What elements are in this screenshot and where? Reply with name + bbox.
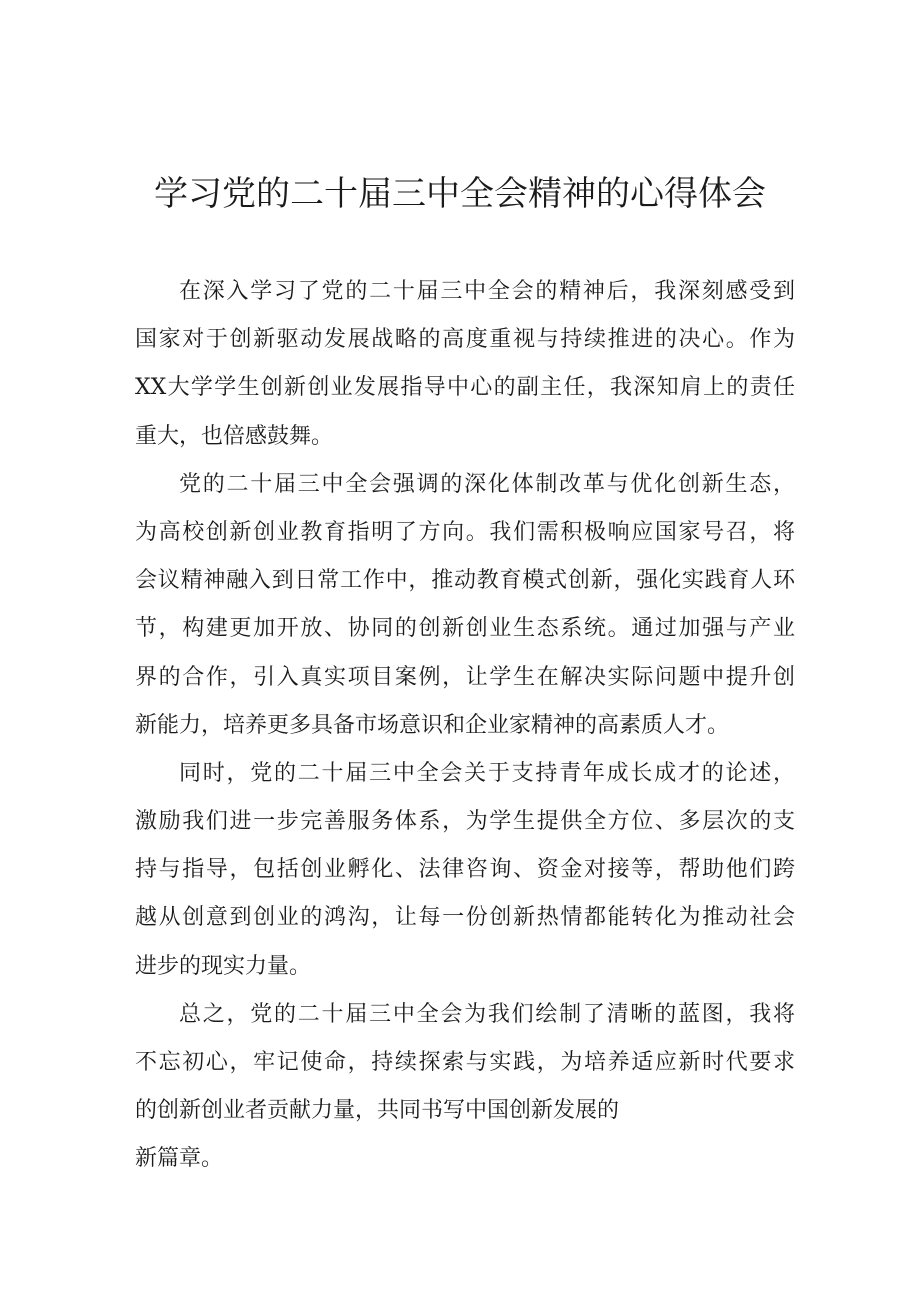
paragraph-line: 为高校创新创业教育指明了方向。我们需积极响应国家号召，将	[135, 519, 795, 545]
paragraph-line: 党的二十届三中全会强调的深化体制改革与优化创新生态，	[179, 471, 795, 497]
paragraph-line: 界的合作，引入真实项目案例，让学生在解决实际问题中提升创	[135, 664, 795, 690]
paragraph	[135, 268, 795, 461]
paragraph	[135, 750, 795, 991]
paragraph-line: 不忘初心，牢记使命，持续探索与实践，为培养适应新时代要求	[135, 1050, 795, 1075]
document-body	[135, 268, 795, 1184]
paragraph-line: 新篇章。	[135, 1146, 224, 1172]
paragraph-line: 的创新创业者贡献力量，共同书写中国创新发展的	[135, 1098, 620, 1124]
paragraph-line: 越从创意到创业的鸿沟，让每一份创新热情都能转化为推动社会	[135, 905, 795, 931]
paragraph-line: 持与指导，包括创业孵化、法律咨询、资金对接等，帮助他们跨	[135, 857, 795, 883]
paragraph	[135, 991, 795, 1184]
document-title: 学习党的二十届三中全会精神的心得体会	[154, 174, 766, 214]
paragraph-line: 同时，党的二十届三中全会关于支持青年成长成才的论述，	[179, 760, 795, 786]
paragraph-line: 重大，也倍感鼓舞。	[135, 423, 334, 449]
paragraph-line: 激励我们进一步完善服务体系，为学生提供全方位、多层次的支	[135, 809, 795, 835]
paragraph-line: 新能力，培养更多具备市场意识和企业家精神的高素质人才。	[135, 712, 730, 738]
paragraph-line: 节，构建更加开放、协同的创新创业生态系统。通过加强与产业	[135, 616, 795, 642]
paragraph-line: 会议精神融入到日常工作中，推动教育模式创新，强化实践育人环	[135, 568, 795, 594]
paragraph-line: 在深入学习了党的二十届三中全会的精神后，我深刻感受到	[179, 279, 795, 304]
paragraph	[135, 461, 795, 750]
paragraph-line: 进步的现实力量。	[135, 953, 312, 979]
paragraph-line: XX大学学生创新创业发展指导中心的副主任，我深知肩上的责任	[135, 375, 795, 401]
paragraph-line: 总之，党的二十届三中全会为我们绘制了清晰的蓝图，我将	[179, 1001, 795, 1027]
paragraph-line: 国家对于创新驱动发展战略的高度重视与持续推进的决心。作为	[135, 327, 795, 353]
